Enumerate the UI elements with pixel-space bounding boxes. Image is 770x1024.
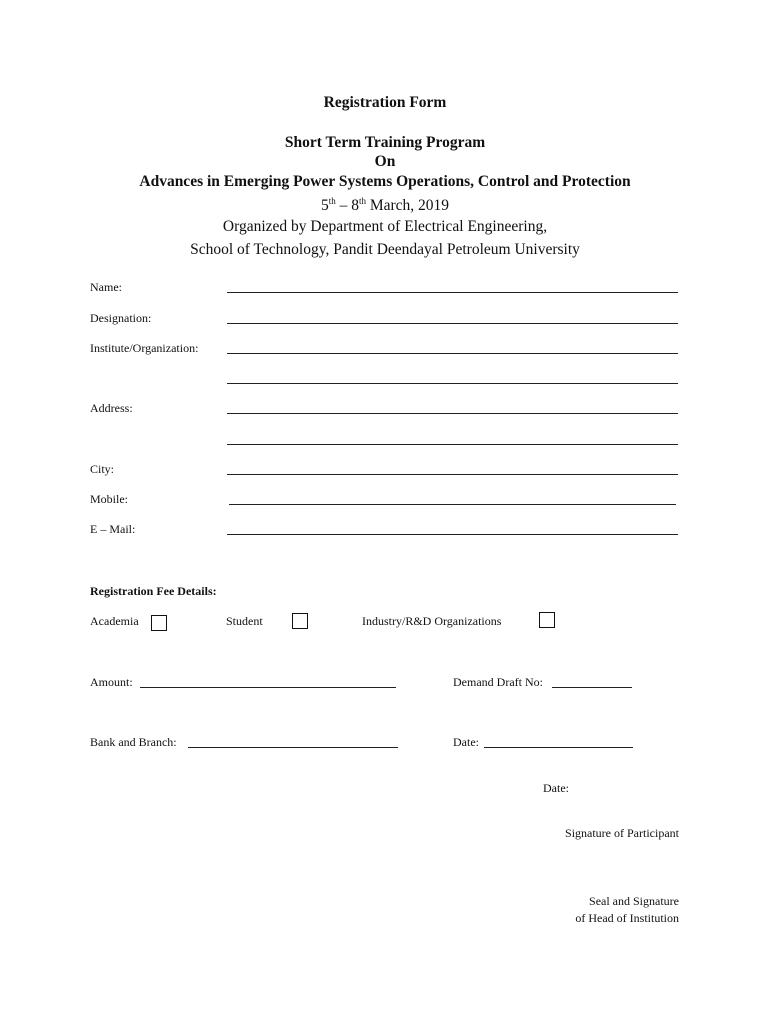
school-name: School of Technology, Pandit Deendayal Petroleum University	[190, 241, 580, 258]
head-of-institution-label: of Head of Institution	[575, 911, 679, 925]
industry-label: Industry/R&D Organizations	[362, 614, 502, 628]
designation-label: Designation:	[90, 311, 152, 325]
payment-date-field[interactable]	[484, 747, 633, 748]
date-rest: March, 2019	[365, 197, 450, 214]
dd-no-label: Demand Draft No:	[453, 675, 543, 689]
payment-date-label: Date:	[453, 735, 479, 749]
dd-no-field[interactable]	[552, 687, 632, 688]
date-start: 5	[320, 197, 329, 214]
name-label: Name:	[90, 280, 122, 294]
program-title: Advances in Emerging Power Systems Operations, Control and Protection	[139, 173, 631, 190]
institute-label: Institute/Organization:	[90, 341, 199, 355]
email-label: E – Mail:	[90, 522, 136, 536]
program-dates	[0, 196, 770, 215]
industry-checkbox[interactable]	[539, 612, 555, 628]
address-field-line-2[interactable]	[227, 444, 678, 445]
academia-checkbox[interactable]	[151, 615, 167, 631]
fee-heading: Registration Fee Details:	[90, 584, 217, 598]
address-field[interactable]	[227, 413, 678, 414]
mobile-label: Mobile:	[90, 492, 128, 506]
email-field[interactable]	[227, 534, 678, 535]
date-start-suffix: th	[328, 196, 336, 206]
form-title: Registration Form	[323, 94, 447, 111]
seal-signature-label: Seal and Signature	[589, 894, 679, 908]
bank-field[interactable]	[188, 747, 398, 748]
student-checkbox[interactable]	[292, 613, 308, 629]
name-field[interactable]	[227, 292, 678, 293]
date-end-suffix: th	[358, 196, 366, 206]
mobile-field[interactable]	[229, 504, 676, 505]
organized-by: Organized by Department of Electrical Engineering,	[222, 218, 548, 235]
date-separator: –	[335, 197, 352, 214]
address-label: Address:	[90, 401, 133, 415]
program-on: On	[374, 153, 396, 170]
bank-label: Bank and Branch:	[90, 735, 177, 749]
city-field[interactable]	[227, 474, 678, 475]
institute-field[interactable]	[227, 353, 678, 354]
student-label: Student	[226, 614, 263, 628]
signature-date-label: Date:	[543, 781, 569, 795]
institute-field-line-2[interactable]	[227, 383, 678, 384]
city-label: City:	[90, 462, 115, 476]
amount-field[interactable]	[140, 687, 396, 688]
designation-field[interactable]	[227, 323, 678, 324]
participant-signature-label: Signature of Participant	[565, 826, 679, 840]
amount-label: Amount:	[90, 675, 133, 689]
program-type: Short Term Training Program	[284, 134, 486, 151]
date-end: 8	[351, 197, 359, 214]
academia-label: Academia	[90, 614, 139, 628]
